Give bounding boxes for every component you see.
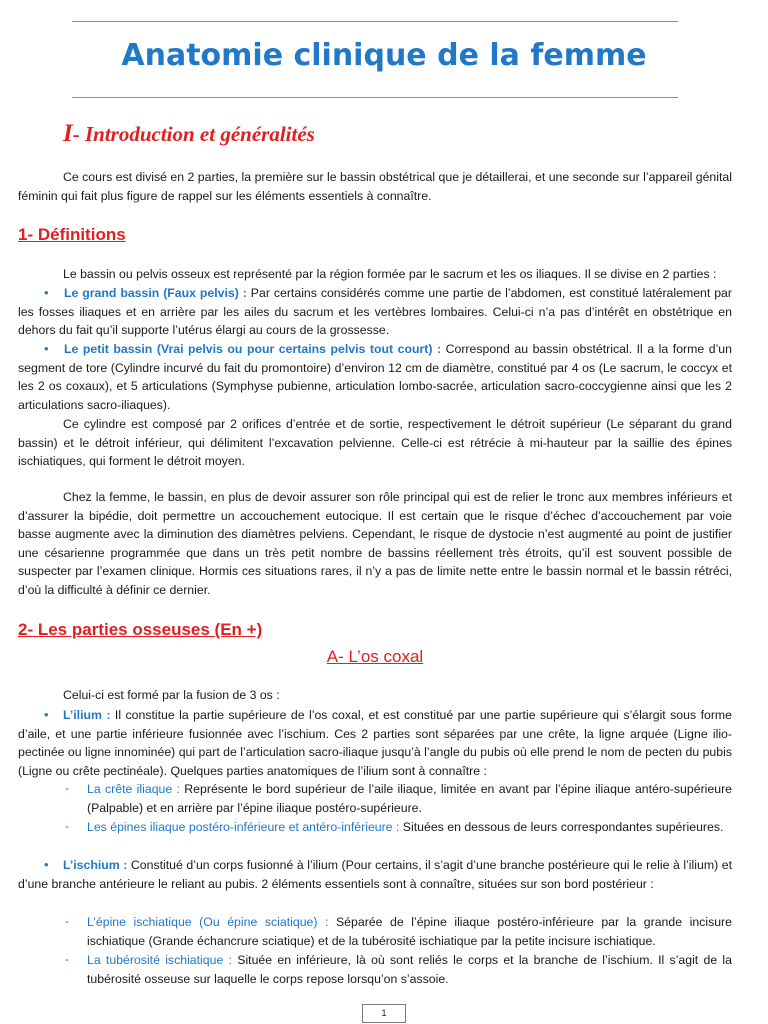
title-rule-top — [72, 21, 678, 22]
ilium-text: Il constitue la partie supérieure de l’os coxal, et est constitué par une partie supérieure qui s’élargit sous forme d’aile, et une partie inférieure fusionnée avec l’ischium. Ces 2 parties sont séparées par une crête, la ligne arquée (Ligne ilio-pectinée ou ligne innominée) qui part de l’articulation sacro-iliaque jusqu’à l’angle du pubis où elle prend le nom de pecten du pubis (Ligne ou crête pectinéale). Quelques parties anatomiques de l’ilium sont à connaître : — [18, 708, 732, 778]
os-coxal-intro: Celui-ci est formé par la fusion de 3 os : — [63, 688, 280, 702]
petit-bassin-label: Le petit bassin (Vrai pelvis ou pour certains pelvis tout court) : — [64, 342, 442, 356]
grand-bassin-label: Le grand bassin (Faux pelvis) : — [64, 286, 247, 300]
section-numeral: I — [63, 120, 73, 147]
ischium-label: L’ischium : — [63, 858, 128, 872]
dash-icon: - — [65, 914, 69, 928]
definitions-heading: 1- Définitions — [18, 225, 126, 244]
bullet-icon: • — [44, 341, 49, 356]
ilium-label: L’ilium : — [63, 708, 111, 722]
dash-icon: - — [65, 781, 69, 795]
petit-bassin-item — [18, 340, 732, 414]
epine-ischiatique-label: L’épine ischiatique (Ou épine sciatique) : — [87, 915, 329, 929]
section-heading-introduction — [63, 120, 315, 148]
section-heading-text: - Introduction et généralités — [72, 122, 315, 146]
intro-paragraph: Ce cours est divisé en 2 parties, la première sur le bassin obstétrical que je détaillerai, et une seconde sur l’appareil génital féminin qui fait plus figure de rappel sur les éléments essentiels à connaître. — [18, 170, 732, 203]
page-title: Anatomie clinique de la femme — [121, 38, 647, 73]
epine-ischiatique-item — [87, 913, 732, 950]
grand-bassin-text: Par certains considérés comme une partie de l’abdomen, est constitué latéralement par les fosses iliaques et en arrière par les ailes du sacrum et les vertèbres lombaires. Celui-ci n’a pas d’intérêt en obstétrique en dehors du fait qu’il supporte l’utérus élargi au cours de la grossesse. — [18, 286, 732, 338]
title-rule-bottom — [72, 97, 678, 98]
definitions-paragraph: Le bassin ou pelvis osseux est représenté par la région formée par le sacrum et les os iliaques. Il se divise en 2 parties : — [63, 267, 717, 281]
page-number: 1 — [362, 1004, 406, 1023]
crete-iliaque-text: Représente le bord supérieur de l’aile iliaque, limitée en avant par l’épine iliaque antéro-supérieure (Palpable) et en arrière par l’épine iliaque postéro-supérieure. — [87, 782, 733, 815]
cylindre-paragraph: Ce cylindre est composé par 2 orifices d’entrée et de sortie, respectivement le détroit supérieur (Le séparant du grand bassin) et le détroit inférieur, qui délimitent l’excavation pelvienne. Celle-ci est rétrécie à mi-hauteur par la saillie des épines ischiatiques, qui forment le détroit moyen. — [18, 417, 732, 469]
tuberosite-ischiatique-text: Située en inférieure, là où sont reliés le corps et la branche de l’ischium. Il s’agit de la tubérosité osseuse sur laquelle le corps repose lorsqu’on s’assoie. — [87, 953, 732, 986]
epine-ischiatique-text: Séparée de l’épine iliaque postéro-inférieure par la grande incisure ischiatique (Grande échancrure sciatique) et de la tubérosité ischiatique par la petite incisure ischiatique. — [87, 915, 732, 948]
parties-osseuses-heading: 2- Les parties osseuses (En +) — [18, 620, 263, 639]
ilium-item — [18, 706, 732, 780]
crete-iliaque-item — [87, 780, 732, 817]
epines-iliaques-item — [87, 818, 732, 837]
bassin-femme-paragraph: Chez la femme, le bassin, en plus de devoir assurer son rôle principal qui est de relier le tronc aux membres inférieurs et d’assurer la bipédie, doit permettre un accouchement eutocique. Il est certain que le risque d’échec d’accouchement par voie basse augmente avec la diminution des diamètres pelviens. Cependant, le risque de dystocie n’est augmenté au point de justifier une césarienne programmée que dans un très petit nombre de bassins réellement très étroits, qu’il est souvent possible de suspecter par l’examen clinique. Hormis ces situations rares, il n’y a pas de limite nette entre le bassin normal et le bassin rétréci, d’où la difficulté à définir ce dernier. — [18, 490, 732, 597]
bullet-icon: • — [44, 857, 49, 872]
bullet-icon: • — [44, 707, 49, 722]
epines-iliaques-text: Situées en dessous de leurs correspondantes supérieures. — [399, 820, 724, 834]
tuberosite-ischiatique-item — [87, 951, 732, 988]
ischium-text: Constitué d’un corps fusionné à l’ilium (Pour certains, il s’agit d’une branche postérieure qui le relie à l’ilium) et d’une branche antérieure le reliant au pubis. 2 éléments essentiels sont à connaître, situées sur son bord postérieur : — [18, 858, 732, 891]
tuberosite-ischiatique-label: La tubérosité ischiatique : — [87, 953, 232, 967]
crete-iliaque-label: La crête iliaque : — [87, 782, 180, 796]
bullet-icon: • — [44, 285, 49, 300]
petit-bassin-text: Correspond au bassin obstétrical. Il a la forme d’un segment de tore (Cylindre incurvé du fait du promontoire) d’environ 12 cm de diamètre, constitué par 4 os (Le sacrum, le coccyx et les 2 os coxaux), et 5 articulations (Symphyse pubienne, articulation lombo-sacrée, articulation sacro-coccygienne ainsi que les 2 articulations sacro-iliaques). — [18, 342, 732, 412]
dash-icon: - — [65, 819, 69, 833]
os-coxal-subheading: A- L’os coxal — [326, 647, 424, 666]
ischium-item — [18, 856, 732, 893]
epines-iliaques-label: Les épines iliaque postéro-inférieure et antéro-inférieure : — [87, 820, 400, 834]
grand-bassin-item — [18, 284, 732, 340]
dash-icon: - — [65, 952, 69, 966]
